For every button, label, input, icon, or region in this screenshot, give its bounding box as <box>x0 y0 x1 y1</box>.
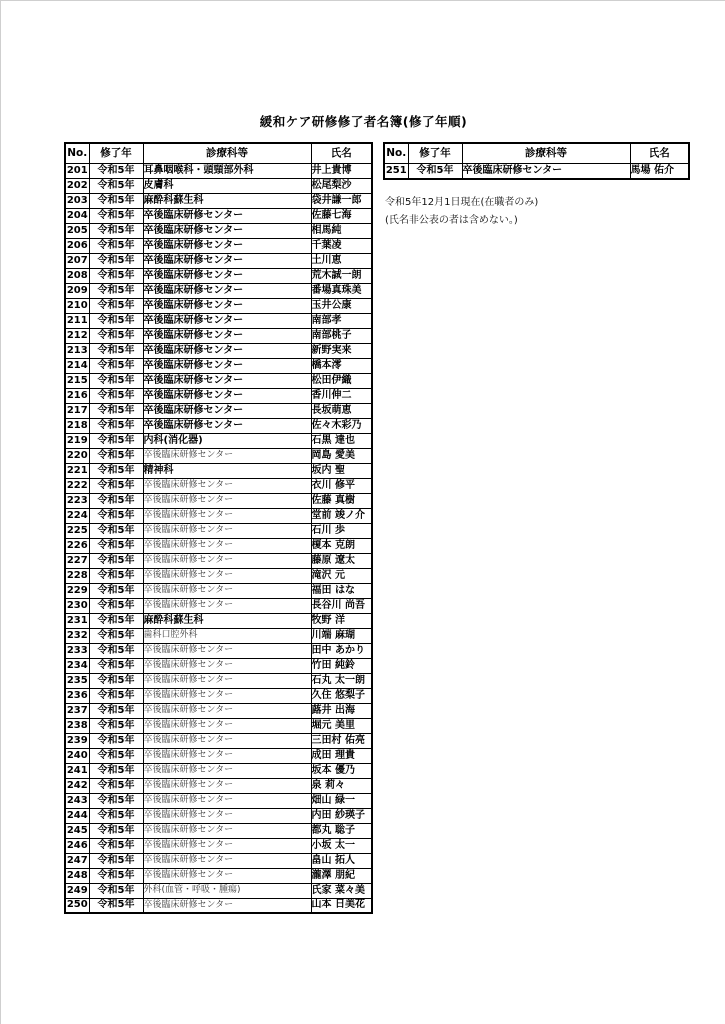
row-no: 205 <box>65 223 89 238</box>
row-no: 217 <box>65 403 89 418</box>
table-row <box>65 883 372 898</box>
row-name: 松田伊織 <box>311 373 372 388</box>
row-name: 相馬純 <box>311 223 372 238</box>
row-dept: 卒後臨床研修センター <box>143 808 311 823</box>
row-no: 222 <box>65 478 89 493</box>
row-name: 馬場 佑介 <box>630 163 689 179</box>
row-year: 令和5年 <box>89 763 143 778</box>
table-row <box>65 403 372 418</box>
row-name: 長坂萌恵 <box>311 403 372 418</box>
table-row <box>65 583 372 598</box>
row-year: 令和5年 <box>89 523 143 538</box>
row-name: 堀元 美里 <box>311 718 372 733</box>
row-no: 207 <box>65 253 89 268</box>
row-name: 川端 麻瑚 <box>311 628 372 643</box>
table-row <box>65 598 372 613</box>
row-no: 223 <box>65 493 89 508</box>
row-no: 218 <box>65 418 89 433</box>
row-no: 243 <box>65 793 89 808</box>
row-dept: 卒後臨床研修センター <box>143 283 311 298</box>
table-row <box>65 313 372 328</box>
row-no: 234 <box>65 658 89 673</box>
row-dept: 卒後臨床研修センター <box>462 163 630 179</box>
row-no: 203 <box>65 193 89 208</box>
table-row <box>65 433 372 448</box>
row-name: 小坂 太一 <box>311 838 372 853</box>
row-year: 令和5年 <box>89 268 143 283</box>
row-year: 令和5年 <box>89 703 143 718</box>
row-dept: 卒後臨床研修センター <box>143 328 311 343</box>
row-name: 袋井謙一郎 <box>311 193 372 208</box>
row-year: 令和5年 <box>89 868 143 883</box>
row-no: 213 <box>65 343 89 358</box>
row-no: 204 <box>65 208 89 223</box>
row-name: 坂内 聖 <box>311 463 372 478</box>
table-row <box>65 283 372 298</box>
table-row <box>65 163 372 178</box>
row-name: 佐藤七海 <box>311 208 372 223</box>
row-dept: 卒後臨床研修センター <box>143 388 311 403</box>
row-dept: 卒後臨床研修センター <box>143 718 311 733</box>
header-year: 修了年 <box>408 143 462 163</box>
row-dept: 卒後臨床研修センター <box>143 763 311 778</box>
row-dept: 卒後臨床研修センター <box>143 268 311 283</box>
row-no: 209 <box>65 283 89 298</box>
row-name: 藤原 遼太 <box>311 553 372 568</box>
row-no: 216 <box>65 388 89 403</box>
row-dept: 卒後臨床研修センター <box>143 523 311 538</box>
row-name: 玉井公康 <box>311 298 372 313</box>
table-row <box>65 328 372 343</box>
row-name: 竹田 純鈴 <box>311 658 372 673</box>
row-no: 240 <box>65 748 89 763</box>
page-title: 緩和ケア研修修了者名簿(修了年順) <box>259 114 468 129</box>
row-name: 長谷川 尚吾 <box>311 598 372 613</box>
table-row <box>65 793 372 808</box>
row-name: 山本 日美花 <box>311 898 372 913</box>
row-dept: 耳鼻咽喉科・頭頸部外科 <box>143 163 311 178</box>
row-dept: 麻酔科蘇生科 <box>143 193 311 208</box>
row-name: 衣川 修平 <box>311 478 372 493</box>
row-year: 令和5年 <box>89 583 143 598</box>
row-year: 令和5年 <box>408 163 462 179</box>
row-year: 令和5年 <box>89 208 143 223</box>
row-name: 坂本 優乃 <box>311 763 372 778</box>
roster-body-left <box>65 163 372 913</box>
row-dept: 卒後臨床研修センター <box>143 748 311 763</box>
row-dept: 卒後臨床研修センター <box>143 898 311 913</box>
row-year: 令和5年 <box>89 493 143 508</box>
row-year: 令和5年 <box>89 538 143 553</box>
row-no: 202 <box>65 178 89 193</box>
row-dept: 卒後臨床研修センター <box>143 478 311 493</box>
row-name: 千葉凌 <box>311 238 372 253</box>
table-row <box>65 763 372 778</box>
row-dept: 卒後臨床研修センター <box>143 508 311 523</box>
row-year: 令和5年 <box>89 238 143 253</box>
row-year: 令和5年 <box>89 508 143 523</box>
row-no: 220 <box>65 448 89 463</box>
roster-body-right <box>384 163 689 179</box>
row-name: 佐々木彩乃 <box>311 418 372 433</box>
row-year: 令和5年 <box>89 643 143 658</box>
row-no: 211 <box>65 313 89 328</box>
row-year: 令和5年 <box>89 748 143 763</box>
table-row <box>65 658 372 673</box>
row-name: 土川恵 <box>311 253 372 268</box>
table-header-row <box>65 143 372 163</box>
row-dept: 卒後臨床研修センター <box>143 298 311 313</box>
row-no: 239 <box>65 733 89 748</box>
row-no: 232 <box>65 628 89 643</box>
row-year: 令和5年 <box>89 328 143 343</box>
table-header-row <box>384 143 689 163</box>
row-name: 松尾梨沙 <box>311 178 372 193</box>
header-dept: 診療科等 <box>143 143 311 163</box>
row-name: 福田 はな <box>311 583 372 598</box>
row-name: 久住 悠梨子 <box>311 688 372 703</box>
row-name: 南部孝 <box>311 313 372 328</box>
row-year: 令和5年 <box>89 673 143 688</box>
row-dept: 卒後臨床研修センター <box>143 688 311 703</box>
row-no: 227 <box>65 553 89 568</box>
row-dept: 卒後臨床研修センター <box>143 553 311 568</box>
row-name: 堂前 竣ノ介 <box>311 508 372 523</box>
row-year: 令和5年 <box>89 463 143 478</box>
table-row <box>65 613 372 628</box>
row-name: 井上貴博 <box>311 163 372 178</box>
row-dept: 外科(血管・呼吸・腫瘍) <box>143 883 311 898</box>
row-year: 令和5年 <box>89 808 143 823</box>
row-year: 令和5年 <box>89 298 143 313</box>
table-row <box>65 208 372 223</box>
row-year: 令和5年 <box>89 838 143 853</box>
row-dept: 卒後臨床研修センター <box>143 373 311 388</box>
row-dept: 卒後臨床研修センター <box>143 343 311 358</box>
row-year: 令和5年 <box>89 283 143 298</box>
row-name: 牧野 洋 <box>311 613 372 628</box>
row-name: 滝沢 元 <box>311 568 372 583</box>
row-name: 畑山 緑一 <box>311 793 372 808</box>
row-no: 208 <box>65 268 89 283</box>
row-dept: 卒後臨床研修センター <box>143 418 311 433</box>
row-no: 246 <box>65 838 89 853</box>
table-row <box>65 508 372 523</box>
row-dept: 卒後臨床研修センター <box>143 253 311 268</box>
row-year: 令和5年 <box>89 223 143 238</box>
row-name: 都丸 聡子 <box>311 823 372 838</box>
row-name: 橋本澪 <box>311 358 372 373</box>
row-name: 新野実来 <box>311 343 372 358</box>
table-row <box>65 688 372 703</box>
row-year: 令和5年 <box>89 163 143 178</box>
table-row <box>65 388 372 403</box>
table-row <box>65 298 372 313</box>
row-year: 令和5年 <box>89 853 143 868</box>
row-no: 250 <box>65 898 89 913</box>
table-row <box>65 178 372 193</box>
row-dept: 卒後臨床研修センター <box>143 448 311 463</box>
table-row <box>65 253 372 268</box>
row-name: 榎本 克朗 <box>311 538 372 553</box>
table-row <box>65 733 372 748</box>
row-no: 238 <box>65 718 89 733</box>
row-name: 田中 あかり <box>311 643 372 658</box>
row-dept: 卒後臨床研修センター <box>143 238 311 253</box>
row-no: 228 <box>65 568 89 583</box>
row-no: 219 <box>65 433 89 448</box>
row-dept: 卒後臨床研修センター <box>143 598 311 613</box>
table-row <box>65 823 372 838</box>
row-dept: 麻酔科蘇生科 <box>143 613 311 628</box>
row-name: 佐藤 真樹 <box>311 493 372 508</box>
row-dept: 卒後臨床研修センター <box>143 493 311 508</box>
table-row <box>65 808 372 823</box>
table-row <box>384 163 689 179</box>
row-year: 令和5年 <box>89 478 143 493</box>
table-row <box>65 193 372 208</box>
row-year: 令和5年 <box>89 568 143 583</box>
row-year: 令和5年 <box>89 628 143 643</box>
row-no: 249 <box>65 883 89 898</box>
row-name: 三田村 佑亮 <box>311 733 372 748</box>
row-no: 245 <box>65 823 89 838</box>
row-year: 令和5年 <box>89 898 143 913</box>
table-row <box>65 868 372 883</box>
header-no: No. <box>65 143 89 163</box>
row-no: 214 <box>65 358 89 373</box>
row-no: 244 <box>65 808 89 823</box>
row-year: 令和5年 <box>89 373 143 388</box>
row-year: 令和5年 <box>89 388 143 403</box>
table-row <box>65 643 372 658</box>
row-name: 氏家 菜々美 <box>311 883 372 898</box>
row-no: 230 <box>65 598 89 613</box>
row-no: 241 <box>65 763 89 778</box>
row-dept: 精神科 <box>143 463 311 478</box>
row-name: 内田 紗瑛子 <box>311 808 372 823</box>
row-year: 令和5年 <box>89 253 143 268</box>
row-dept: 歯科口腔外科 <box>143 628 311 643</box>
table-row <box>65 568 372 583</box>
table-row <box>65 223 372 238</box>
row-year: 令和5年 <box>89 193 143 208</box>
header-dept: 診療科等 <box>462 143 630 163</box>
table-row <box>65 628 372 643</box>
row-name: 南部桃子 <box>311 328 372 343</box>
row-no: 242 <box>65 778 89 793</box>
table-row <box>65 703 372 718</box>
row-no: 229 <box>65 583 89 598</box>
header-year: 修了年 <box>89 143 143 163</box>
row-no: 215 <box>65 373 89 388</box>
row-name: 石黒 達也 <box>311 433 372 448</box>
row-year: 令和5年 <box>89 433 143 448</box>
roster-table-right <box>383 142 690 180</box>
row-year: 令和5年 <box>89 718 143 733</box>
row-dept: 卒後臨床研修センター <box>143 868 311 883</box>
row-dept: 卒後臨床研修センター <box>143 568 311 583</box>
row-dept: 卒後臨床研修センター <box>143 823 311 838</box>
footnote-privacy: (氏名非公表の者は含めない。) <box>385 215 518 226</box>
row-year: 令和5年 <box>89 418 143 433</box>
row-dept: 卒後臨床研修センター <box>143 658 311 673</box>
row-no: 225 <box>65 523 89 538</box>
row-dept: 卒後臨床研修センター <box>143 778 311 793</box>
row-dept: 卒後臨床研修センター <box>143 703 311 718</box>
row-year: 令和5年 <box>89 688 143 703</box>
row-name: 石川 歩 <box>311 523 372 538</box>
row-no: 206 <box>65 238 89 253</box>
table-row <box>65 493 372 508</box>
row-year: 令和5年 <box>89 658 143 673</box>
row-no: 248 <box>65 868 89 883</box>
row-dept: 卒後臨床研修センター <box>143 853 311 868</box>
row-dept: 卒後臨床研修センター <box>143 208 311 223</box>
header-no: No. <box>384 143 408 163</box>
row-year: 令和5年 <box>89 733 143 748</box>
header-name: 氏名 <box>630 143 689 163</box>
row-no: 212 <box>65 328 89 343</box>
table-row <box>65 673 372 688</box>
table-row <box>65 238 372 253</box>
row-name: 泉 莉々 <box>311 778 372 793</box>
row-no: 233 <box>65 643 89 658</box>
row-no: 221 <box>65 463 89 478</box>
table-row <box>65 853 372 868</box>
row-name: 荒木誠一朗 <box>311 268 372 283</box>
row-name: 蕗井 出海 <box>311 703 372 718</box>
row-dept: 卒後臨床研修センター <box>143 793 311 808</box>
table-row <box>65 778 372 793</box>
row-no: 224 <box>65 508 89 523</box>
row-no: 251 <box>384 163 408 179</box>
table-row <box>65 523 372 538</box>
row-dept: 卒後臨床研修センター <box>143 358 311 373</box>
footnotes <box>385 194 538 230</box>
row-no: 226 <box>65 538 89 553</box>
row-dept: 卒後臨床研修センター <box>143 583 311 598</box>
table-row <box>65 448 372 463</box>
table-row <box>65 478 372 493</box>
row-no: 231 <box>65 613 89 628</box>
row-no: 201 <box>65 163 89 178</box>
row-name: 岡島 愛美 <box>311 448 372 463</box>
row-year: 令和5年 <box>89 178 143 193</box>
footnote-date: 令和5年12月1日現在(在職者のみ) <box>385 197 539 208</box>
table-row <box>65 418 372 433</box>
table-row <box>65 373 372 388</box>
row-year: 令和5年 <box>89 613 143 628</box>
row-year: 令和5年 <box>89 883 143 898</box>
row-name: 番場真珠美 <box>311 283 372 298</box>
row-name: 畠山 拓人 <box>311 853 372 868</box>
row-dept: 卒後臨床研修センター <box>143 223 311 238</box>
table-row <box>65 748 372 763</box>
table-row <box>65 538 372 553</box>
row-dept: 卒後臨床研修センター <box>143 838 311 853</box>
row-no: 237 <box>65 703 89 718</box>
row-year: 令和5年 <box>89 553 143 568</box>
row-year: 令和5年 <box>89 448 143 463</box>
table-row <box>65 268 372 283</box>
table-row <box>65 358 372 373</box>
table-row <box>65 463 372 478</box>
row-no: 235 <box>65 673 89 688</box>
row-name: 瀧澤 朋紀 <box>311 868 372 883</box>
row-year: 令和5年 <box>89 778 143 793</box>
row-dept: 卒後臨床研修センター <box>143 643 311 658</box>
table-row <box>65 718 372 733</box>
row-name: 石丸 太一朗 <box>311 673 372 688</box>
table-row <box>65 553 372 568</box>
roster-table-left <box>64 142 373 914</box>
header-name: 氏名 <box>311 143 372 163</box>
row-dept: 卒後臨床研修センター <box>143 313 311 328</box>
row-no: 236 <box>65 688 89 703</box>
row-year: 令和5年 <box>89 793 143 808</box>
row-year: 令和5年 <box>89 403 143 418</box>
row-dept: 卒後臨床研修センター <box>143 403 311 418</box>
row-dept: 卒後臨床研修センター <box>143 673 311 688</box>
table-row <box>65 838 372 853</box>
row-year: 令和5年 <box>89 313 143 328</box>
table-row <box>65 898 372 913</box>
table-row <box>65 343 372 358</box>
row-year: 令和5年 <box>89 343 143 358</box>
row-year: 令和5年 <box>89 598 143 613</box>
row-dept: 皮膚科 <box>143 178 311 193</box>
row-no: 210 <box>65 298 89 313</box>
row-dept: 卒後臨床研修センター <box>143 733 311 748</box>
row-no: 247 <box>65 853 89 868</box>
row-year: 令和5年 <box>89 358 143 373</box>
row-year: 令和5年 <box>89 823 143 838</box>
row-dept: 内科(消化器) <box>143 433 311 448</box>
row-name: 香川伸二 <box>311 388 372 403</box>
row-name: 成田 理貴 <box>311 748 372 763</box>
row-dept: 卒後臨床研修センター <box>143 538 311 553</box>
